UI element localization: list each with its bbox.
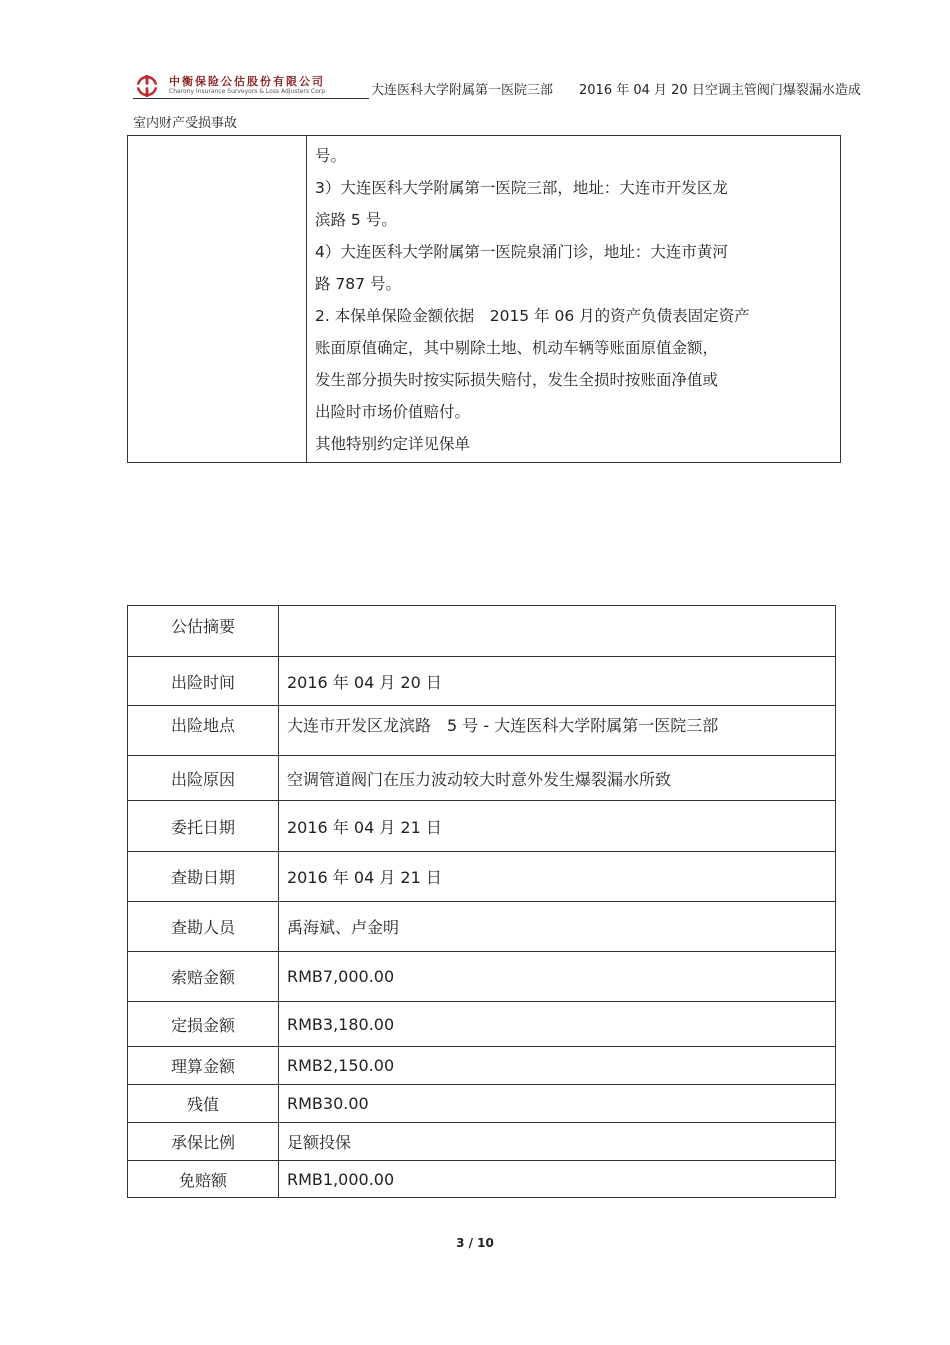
table-row [128, 952, 836, 1002]
terms-text-cell [307, 136, 841, 463]
page-header [133, 73, 861, 99]
table-row [128, 1123, 836, 1161]
table-row [128, 136, 841, 463]
header-rule [133, 98, 369, 99]
row-label: 公估摘要 [128, 606, 279, 657]
table-row [128, 756, 836, 801]
row-label: 索赔金额 [128, 952, 279, 1002]
terms-line: 其他特别约定详见保单 [315, 435, 471, 453]
terms-line: 路 787 号。 [315, 275, 401, 293]
report-title: 大连医科大学附属第一医院三部 2016 年 04 月 20 日空调主管阀门爆裂漏水造成 [371, 83, 861, 98]
row-value: 2016 年 04 月 21 日 [279, 801, 836, 852]
report-title-continued: 室内财产受损事故 [133, 116, 238, 131]
assessment-summary-table [127, 605, 836, 1198]
row-value: 2016 年 04 月 20 日 [279, 657, 836, 706]
row-value: RMB7,000.00 [279, 952, 836, 1002]
row-label: 免赔额 [128, 1161, 279, 1198]
row-label: 理算金额 [128, 1047, 279, 1085]
row-label: 查勘日期 [128, 852, 279, 902]
table-row [128, 801, 836, 852]
table-row [128, 706, 836, 756]
row-label: 查勘人员 [128, 902, 279, 952]
terms-line: 发生部分损失时按实际损失赔付，发生全损时按账面净值或 [315, 371, 719, 389]
table-row [128, 1085, 836, 1123]
terms-line: 号。 [315, 147, 347, 165]
row-label: 出险原因 [128, 756, 279, 801]
row-label: 委托日期 [128, 801, 279, 852]
row-label: 定损金额 [128, 1002, 279, 1047]
policy-terms-table [127, 135, 841, 463]
table-row [128, 852, 836, 902]
terms-label-cell [128, 136, 307, 463]
company-name-en: Charony Insurance Surveyors & Loss Adjusters Corp. [169, 88, 327, 95]
table-row [128, 1002, 836, 1047]
table-row [128, 1161, 836, 1198]
row-value: 空调管道阀门在压力波动较大时意外发生爆裂漏水所致 [279, 756, 836, 801]
terms-line: 滨路 5 号。 [315, 211, 397, 229]
row-label: 出险时间 [128, 657, 279, 706]
row-value: RMB2,150.00 [279, 1047, 836, 1085]
row-label: 残值 [128, 1085, 279, 1123]
terms-line: 3）大连医科大学附属第一医院三部，地址：大连市开发区龙 [315, 179, 728, 197]
terms-line: 出险时市场价值赔付。 [315, 403, 471, 421]
terms-line: 4）大连医科大学附属第一医院泉涌门诊，地址：大连市黄河 [315, 243, 728, 261]
terms-line: 2. 本保单保险金额依据 2015 年 06 月的资产负债表固定资产 [315, 307, 750, 325]
table-row [128, 606, 836, 657]
row-value: RMB30.00 [279, 1085, 836, 1123]
row-value: RMB3,180.00 [279, 1002, 836, 1047]
table-row [128, 1047, 836, 1085]
page-number: 3 / 10 [456, 1236, 494, 1250]
row-value: RMB1,000.00 [279, 1161, 836, 1198]
row-value: 2016 年 04 月 21 日 [279, 852, 836, 902]
company-logo-icon [133, 75, 163, 97]
company-name-cn: 中衡保险公估股份有限公司 [169, 75, 325, 88]
table-row [128, 657, 836, 706]
row-label: 承保比例 [128, 1123, 279, 1161]
row-value: 禹海斌、卢金明 [279, 902, 836, 952]
row-value: 大连市开发区龙滨路 5 号 - 大连医科大学附属第一医院三部 [279, 706, 836, 756]
table-row [128, 902, 836, 952]
row-value: 足额投保 [279, 1123, 836, 1161]
terms-line: 账面原值确定，其中剔除土地、机动车辆等账面原值金额， [315, 339, 719, 357]
row-value [279, 606, 836, 657]
row-label: 出险地点 [128, 706, 279, 756]
